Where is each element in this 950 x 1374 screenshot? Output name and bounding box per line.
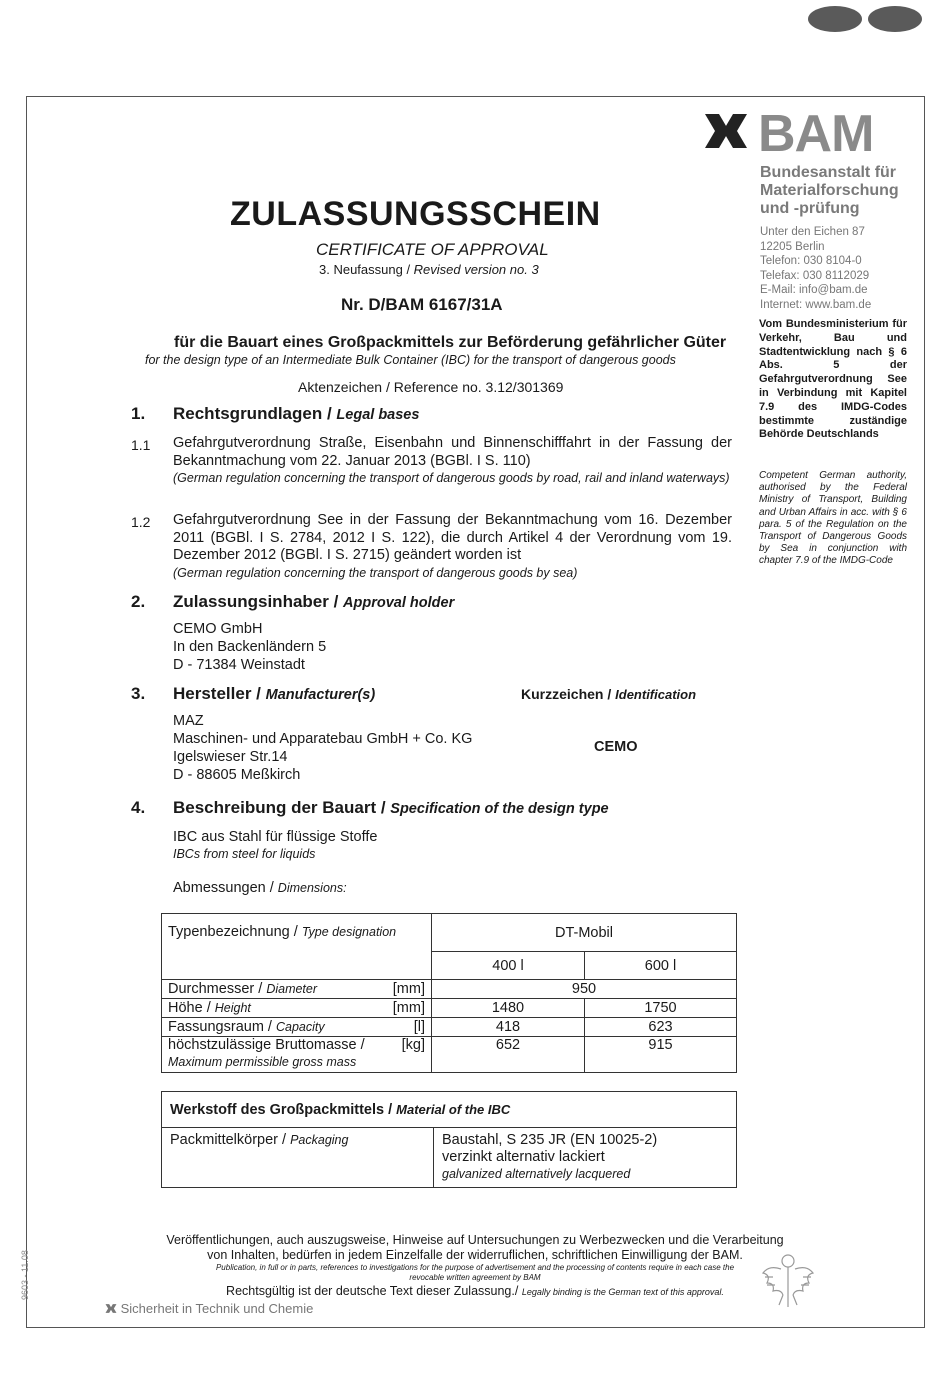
institution-line: und -prüfung bbox=[760, 200, 860, 217]
address-line: E-Mail: info@bam.de bbox=[760, 284, 868, 296]
row-unit: [kg] bbox=[401, 1037, 425, 1053]
packaging-value bbox=[434, 1128, 737, 1188]
section-title-specification bbox=[173, 798, 609, 818]
section-number: 3. bbox=[131, 684, 146, 703]
table-row bbox=[162, 980, 737, 999]
table-row bbox=[162, 1018, 737, 1037]
subsection-number: 1.2 bbox=[131, 514, 151, 530]
identification-value: CEMO bbox=[594, 739, 638, 755]
cell-value: 418 bbox=[432, 1018, 585, 1037]
bam-small-icon bbox=[105, 1303, 117, 1314]
cell-value: 623 bbox=[585, 1018, 737, 1037]
type-designation-label bbox=[162, 914, 432, 980]
section-title-de: Hersteller / bbox=[173, 684, 266, 703]
row-unit: [l] bbox=[413, 1019, 425, 1035]
footer-notice-en bbox=[100, 1263, 850, 1283]
packaging-label bbox=[162, 1128, 434, 1188]
dot-decoration bbox=[868, 6, 922, 32]
row-label-en: Height bbox=[214, 1001, 251, 1015]
address-line: Internet: www.bam.de bbox=[760, 298, 872, 311]
footer-line-en: Publication, in full or in parts, references to investigations for the purpose of advertisement and the processing of contents require in each case the bbox=[215, 1263, 735, 1272]
ibc-description: IBC aus Stahl für flüssige Stoffe bbox=[173, 829, 378, 845]
approval-number: Nr. D/BAM 6167/31A bbox=[341, 295, 503, 314]
legal-basis-2-en: (German regulation concerning the transport of dangerous goods by sea) bbox=[173, 566, 578, 580]
section-number: 1. bbox=[131, 404, 146, 423]
row-unit: [mm] bbox=[392, 981, 425, 997]
row-label-en: Diameter bbox=[266, 982, 318, 996]
holder-line: In den Backenländern 5 bbox=[173, 639, 327, 655]
identification-heading bbox=[521, 686, 696, 702]
row-label bbox=[162, 999, 432, 1018]
material-header-de: Werkstoff des Großpackmittels / bbox=[170, 1101, 397, 1118]
address-line: 12205 Berlin bbox=[760, 240, 825, 253]
federal-eagle-icon bbox=[759, 1247, 817, 1311]
material-table bbox=[161, 1091, 737, 1188]
material-header bbox=[162, 1092, 737, 1128]
institution-line: Materialforschung bbox=[760, 182, 899, 199]
slogan bbox=[105, 1301, 313, 1316]
cell-value: 1750 bbox=[585, 999, 737, 1018]
material-header-en: Material of the IBC bbox=[396, 1101, 511, 1117]
institution-line: Bundesanstalt für bbox=[760, 164, 897, 181]
section-title-legal-bases bbox=[173, 404, 419, 424]
holder-line: CEMO GmbH bbox=[173, 621, 263, 637]
bam-logo-text: BAM bbox=[758, 105, 874, 163]
legal-binding-note bbox=[100, 1284, 850, 1298]
section-title-de: Zulassungsinhaber / bbox=[173, 592, 344, 611]
row-label-en: Maximum permissible gross mass bbox=[168, 1055, 357, 1069]
section-title-de: Rechtsgrundlagen / bbox=[173, 404, 337, 423]
legal-en: Legally binding is the German text of this approval. bbox=[521, 1287, 724, 1297]
revision bbox=[319, 262, 539, 277]
cell-value: 652 bbox=[432, 1037, 585, 1073]
section-title-en: Specification of the design type bbox=[390, 801, 609, 817]
legal-basis-1-en: (German regulation concerning the transport of dangerous goods by road, rail and inland waterways) bbox=[173, 471, 730, 485]
manufacturer-line: D - 88605 Meßkirch bbox=[173, 767, 301, 783]
identification-en: Identification bbox=[615, 687, 697, 702]
legal-basis-2: Gefahrgutverordnung See in der Fassung der Bekanntmachung vom 16. Dezember 2011 (BGBl. I S. 2784, 2012 I S. 122), die durch Artikel 4 der Verordnung vom 19. Dezember 2012 (BGBl. I S. 2715) geändert worden ist bbox=[173, 512, 732, 563]
legal-de: Rechtsgültig ist der deutsche Text dieser Zulassung./ bbox=[226, 1284, 522, 1298]
row-label-de: höchstzulässige Bruttomasse / bbox=[168, 1037, 365, 1053]
row-unit: [mm] bbox=[392, 1000, 425, 1016]
footer-notice bbox=[100, 1233, 850, 1263]
reference-number: Aktenzeichen / Reference no. 3.12/301369 bbox=[298, 379, 564, 395]
type-label-de: Typenbezeichnung / bbox=[168, 924, 302, 940]
section-title-en: Manufacturer(s) bbox=[265, 687, 376, 703]
section-title-en: Legal bases bbox=[336, 407, 420, 423]
address-line: Telefax: 030 8112029 bbox=[760, 269, 870, 282]
packaging-value-en: galvanized alternatively lacquered bbox=[442, 1167, 631, 1181]
manufacturer-line: MAZ bbox=[173, 713, 204, 729]
manufacturer-line: Maschinen- und Apparatebau GmbH + Co. KG bbox=[173, 731, 473, 747]
section-number: 2. bbox=[131, 592, 146, 611]
section-title-approval-holder bbox=[173, 592, 454, 612]
identification-de: Kurzzeichen / bbox=[521, 686, 616, 702]
ibc-description-en: IBCs from steel for liquids bbox=[173, 847, 316, 861]
ministry-note-en: Competent German authority, authorised by the Federal Ministry of Transport, Building and Urban Affairs in acc. with § 6 para. 5 of the Regulation on the Transport of Dangerous Goods by Sea in conjunction with chapter 7.9 of the IMDG-Code bbox=[759, 470, 907, 567]
row-label-de: Durchmesser / bbox=[168, 981, 267, 997]
row-label bbox=[162, 1018, 432, 1037]
address-block bbox=[760, 225, 871, 312]
holder-line: D - 71384 Weinstadt bbox=[173, 657, 305, 673]
corner-dots bbox=[808, 6, 928, 37]
cell-value: 915 bbox=[585, 1037, 737, 1073]
column-header: 600 l bbox=[585, 952, 737, 980]
revision-de: 3. Neufassung / bbox=[319, 262, 414, 277]
section-number: 4. bbox=[131, 798, 146, 817]
ministry-note: Vom Bundesministerium für Verkehr, Bau und Stadtentwicklung nach § 6 Abs. 5 der Gefahrgutverordnung See in Verbindung mit Kapitel 7.9 des IMDG-Codes bestimmte zuständige Behörde Deutschlands bbox=[759, 318, 907, 441]
type-label-en: Type designation bbox=[301, 925, 397, 939]
row-label bbox=[162, 980, 432, 999]
section-title-en: Approval holder bbox=[343, 595, 455, 611]
dot-decoration bbox=[808, 6, 862, 32]
address-line: Telefon: 030 8104-0 bbox=[760, 255, 862, 267]
row-label bbox=[162, 1037, 432, 1073]
dimensions-table bbox=[161, 913, 737, 1073]
subsection-number: 1.1 bbox=[131, 437, 151, 453]
address-line: Unter den Eichen 87 bbox=[760, 226, 865, 238]
cell-value: 1480 bbox=[432, 999, 585, 1018]
packaging-label-en: Packaging bbox=[290, 1133, 349, 1147]
bam-logo-icon bbox=[703, 110, 749, 152]
dimensions-en: Dimensions: bbox=[277, 881, 347, 895]
slogan-text: Sicherheit in Technik und Chemie bbox=[120, 1301, 314, 1316]
section-title-manufacturer bbox=[173, 684, 375, 704]
form-code: 9603 - 11.08 bbox=[20, 1250, 30, 1300]
page-title: ZULASSUNGSSCHEIN bbox=[230, 195, 601, 233]
legal-basis-1: Gefahrgutverordnung Straße, Eisenbahn und Binnenschifffahrt in der Fassung der Bekanntmachung vom 22. Januar 2013 (BGBl. I S. 110) bbox=[173, 435, 732, 469]
footer-line: von Inhalten, bedürfen in jedem Einzelfalle der widerruflichen, schriftlichen Einwilligung der BAM. bbox=[207, 1248, 743, 1262]
holder-block bbox=[173, 620, 326, 674]
institution-name bbox=[760, 164, 899, 218]
table-row bbox=[162, 1037, 737, 1073]
packaging-value-line: Baustahl, S 235 JR (EN 10025-2) bbox=[442, 1132, 658, 1148]
section-title-de: Beschreibung der Bauart / bbox=[173, 798, 391, 817]
packaging-value-line: verzinkt alternativ lackiert bbox=[442, 1149, 605, 1165]
row-label-en: Capacity bbox=[276, 1020, 325, 1034]
dimensions-de: Abmessungen / bbox=[173, 880, 278, 896]
row-label-de: Fassungsraum / bbox=[168, 1019, 276, 1035]
design-type-heading-en: for the design type of an Intermediate Bulk Container (IBC) for the transport of dangerous goods bbox=[145, 353, 676, 367]
footer-line-en: revocable written agreement by BAM bbox=[409, 1273, 541, 1282]
dimensions-label bbox=[173, 879, 347, 897]
page-subtitle: CERTIFICATE OF APPROVAL bbox=[316, 240, 549, 259]
footer-line: Veröffentlichungen, auch auszugsweise, Hinweise auf Untersuchungen zu Werbezwecken und die Verarbeitung bbox=[166, 1233, 784, 1247]
cell-value: 950 bbox=[432, 980, 737, 999]
type-designation-value: DT-Mobil bbox=[432, 914, 737, 952]
table-row bbox=[162, 999, 737, 1018]
manufacturer-line: Igelswieser Str.14 bbox=[173, 749, 288, 765]
revision-en: Revised version no. 3 bbox=[413, 262, 539, 277]
design-type-heading: für die Bauart eines Großpackmittels zur Beförderung gefährlicher Güter bbox=[174, 334, 727, 351]
packaging-label-de: Packmittelkörper / bbox=[170, 1132, 291, 1148]
column-header: 400 l bbox=[432, 952, 585, 980]
row-label-de: Höhe / bbox=[168, 1000, 215, 1016]
manufacturer-block bbox=[173, 712, 472, 784]
